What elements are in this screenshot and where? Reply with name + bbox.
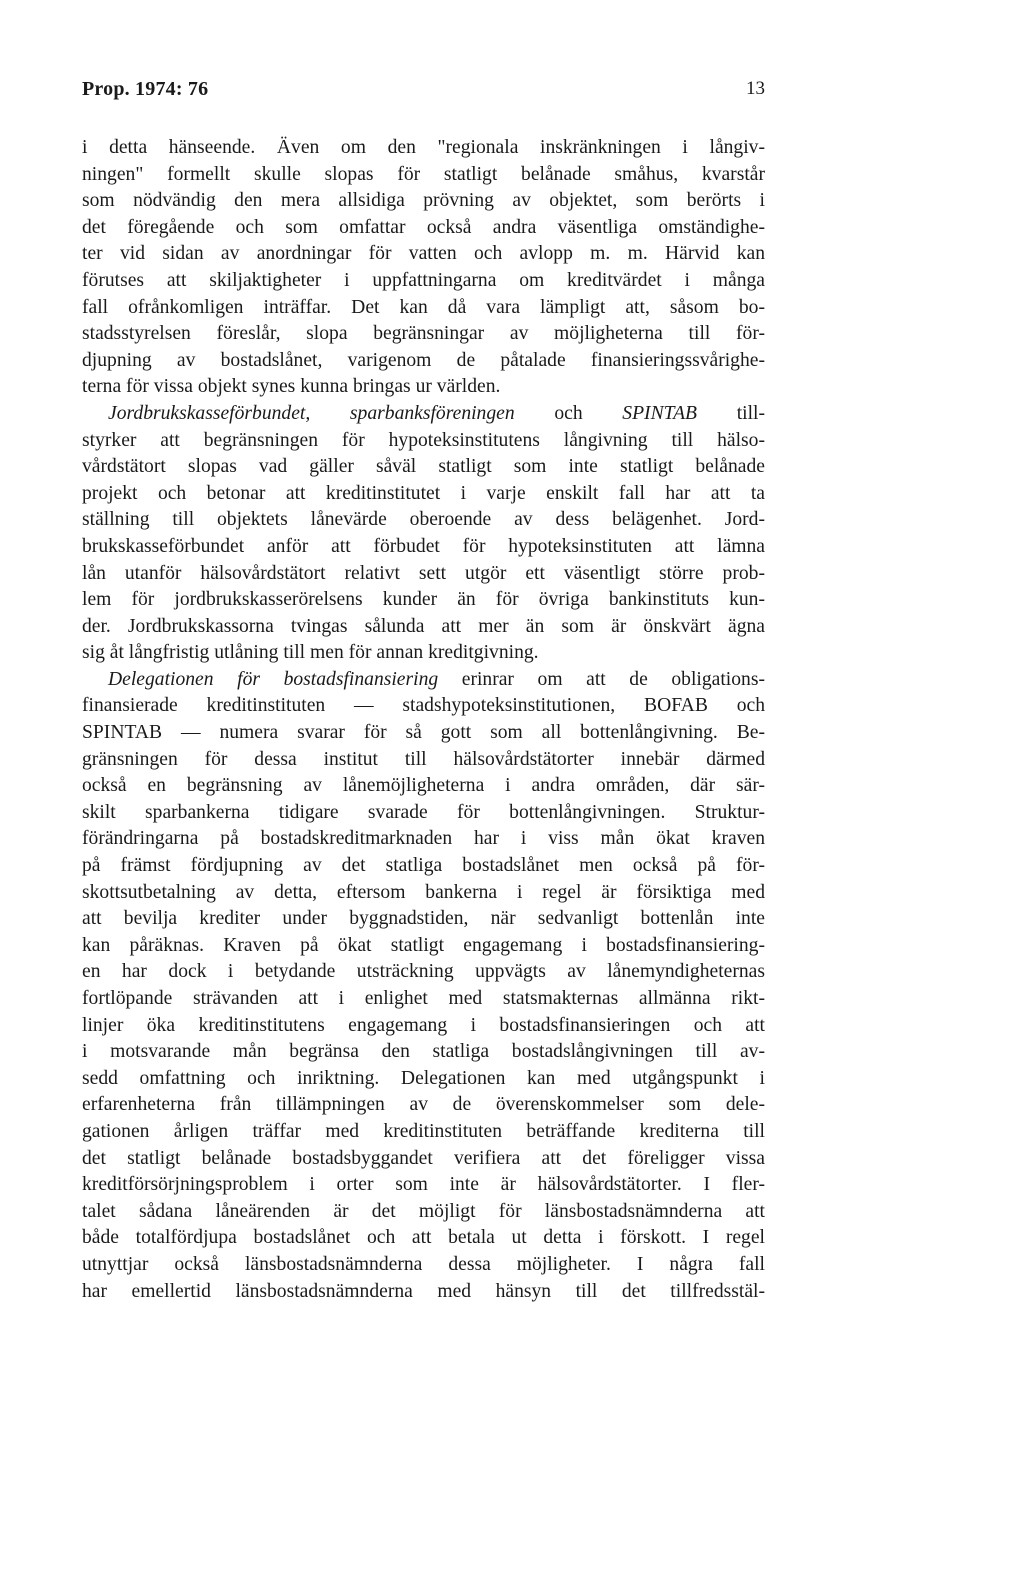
text-span: skilt sparbankerna tidigare svarade för bottenlångivningen. Struktur- (82, 801, 765, 823)
text-line (82, 268, 765, 295)
text-span: på främst fördjupning av det statliga bostadslånet men också på för- (82, 855, 765, 877)
text-span: terna för vissa objekt synes kunna bringas ur världen. (82, 376, 501, 398)
text-span: kreditförsörjningsproblem i orter som inte är hälsovårdstätorter. I fler- (82, 1174, 765, 1196)
text-line (82, 1172, 765, 1199)
text-line (82, 1279, 765, 1306)
text-span: lån utanför hälsovårdstätort relativt sett utgör ett väsentligt större prob- (82, 562, 765, 584)
text-span: SPINTAB — numera svarar för så gott som all bottenlångivning. Be- (82, 722, 765, 744)
text-line (82, 348, 765, 375)
text-line (82, 481, 765, 508)
text-span: till- (697, 402, 765, 424)
text-span: finansierade kreditinstituten — stadshypoteksinstitutionen, BOFAB och (82, 695, 765, 717)
text-line (82, 853, 765, 880)
text-line (82, 162, 765, 189)
text-span: ter vid sidan av anordningar för vatten och avlopp m. m. Härvid kan (82, 243, 765, 265)
organization-name: SPINTAB (622, 402, 698, 424)
text-line (82, 188, 765, 215)
page-number: 13 (746, 78, 765, 99)
text-span: utnyttjar också länsbostadsnämnderna dessa möjligheter. I några fall (82, 1253, 765, 1275)
text-line (82, 933, 765, 960)
text-line (82, 215, 765, 242)
text-line (82, 1199, 765, 1226)
text-line (82, 1252, 765, 1279)
text-span: det föregående och som omfattar också andra väsentliga omständighe- (82, 216, 765, 238)
text-span: erinrar om att de obligations- (438, 668, 765, 690)
text-span: erfarenheterna från tillämpningen av de överenskommelser som dele- (82, 1094, 765, 1116)
text-line (82, 1013, 765, 1040)
text-line (82, 241, 765, 268)
text-line (82, 747, 765, 774)
text-line (82, 959, 765, 986)
text-span: ställning till objektets lånevärde oberoende av dess belägenhet. Jord- (82, 509, 765, 531)
text-span: fortlöpande strävanden att i enlighet med statsmakternas allmänna rikt- (82, 988, 765, 1009)
text-line (82, 295, 765, 322)
text-line (82, 1119, 765, 1146)
text-line (82, 1146, 765, 1173)
text-span: projekt och betonar att kreditinstitutet i varje enskilt fall har att ta (82, 482, 765, 504)
text-span: gränsningen för dessa institut till hälsovårdstätorter innebär därmed (82, 748, 765, 770)
text-line (82, 454, 765, 481)
text-span: som nödvändig den mera allsidiga prövning av objektet, som berörts i (82, 190, 765, 212)
text-span: styrker att begränsningen för hypoteksinstitutens långivning till hälso- (82, 429, 765, 451)
text-span: det statligt belånade bostadsbyggandet verifiera att det föreligger vissa (82, 1147, 765, 1169)
text-span: stadsstyrelsen föreslår, slopa begränsningar av möjligheterna till för- (82, 323, 765, 345)
body-text (82, 135, 765, 1305)
text-span: djupning av bostadslånet, varigenom de påtalade finansieringssvårighe- (82, 349, 765, 371)
text-span: sig åt långfristig utlåning till men för annan kreditgivning. (82, 642, 539, 664)
text-line (82, 135, 765, 162)
text-line (82, 428, 765, 455)
text-span: kan påräknas. Kraven på ökat statligt engagemang i bostadsfinansiering- (82, 934, 765, 956)
text-span: gationen årligen träffar med kreditinstituten beträffande krediterna till (82, 1120, 765, 1142)
text-line (82, 1225, 765, 1252)
text-span: linjer öka kreditinstitutens engagemang i bostadsfinansieringen och att (82, 1014, 765, 1036)
text-line (82, 880, 765, 907)
text-line (82, 1066, 765, 1093)
text-span: både totalfördjupa bostadslånet och att betala ut detta i förskott. I regel (82, 1227, 765, 1249)
text-line (82, 640, 765, 667)
text-span: och (514, 402, 623, 424)
text-span: i motsvarande mån begränsa den statliga bostadslångivningen till av- (82, 1041, 765, 1063)
text-line (82, 986, 765, 1013)
text-span: har emellertid länsbostadsnämnderna med hänsyn till det tillfredsstäl- (82, 1280, 765, 1302)
text-line (82, 800, 765, 827)
paragraph-first-line (82, 667, 765, 694)
text-span: ningen" formellt skulle slopas för statligt belånade småhus, kvarstår (82, 163, 765, 185)
text-line (82, 693, 765, 720)
text-span: lem för jordbrukskasserörelsens kunder än för övriga bankinstituts kun- (82, 589, 765, 611)
text-span: talet sådana låneärenden är det möjligt för länsbostadsnämnderna att (82, 1200, 765, 1222)
document-reference: Prop. 1974: 76 (82, 78, 209, 100)
text-span: fall ofrånkomligen inträffar. Det kan då vara lämpligt att, såsom bo- (82, 296, 765, 318)
text-span: brukskasseförbundet anför att förbudet för hypoteksinstituten att lämna (82, 535, 765, 557)
text-span: förändringarna på bostadskreditmarknaden har i viss mån ökat kraven (82, 828, 765, 850)
paragraph-first-line (82, 401, 765, 428)
text-line (82, 561, 765, 588)
organization-name: Delegationen för bostadsfinansiering (108, 668, 439, 690)
text-span: sedd omfattning och inriktning. Delegationen kan med utgångspunkt i (82, 1067, 765, 1089)
organization-name: Jordbrukskasseförbundet, sparbanksföreningen (108, 402, 515, 424)
text-line (82, 587, 765, 614)
text-line (82, 720, 765, 747)
text-span: skottsutbetalning av detta, eftersom bankerna i regel är försiktiga med (82, 881, 765, 903)
text-line (82, 1092, 765, 1119)
text-span: vårdstätort slopas vad gäller såväl statligt som inte statligt belånade (82, 456, 765, 478)
text-line (82, 614, 765, 641)
text-span: att bevilja krediter under byggnadstiden, när sedvanligt bottenlån inte (82, 908, 765, 930)
text-span: der. Jordbrukskassorna tvingas sålunda att mer än som är önskvärt ägna (82, 615, 765, 637)
text-line (82, 374, 765, 401)
text-span: i detta hänseende. Även om den "regionala inskränkningen i långiv- (82, 137, 765, 158)
text-line (82, 826, 765, 853)
text-line (82, 321, 765, 348)
text-line (82, 906, 765, 933)
text-span: förutses att skiljaktigheter i uppfattningarna om kreditvärdet i många (82, 269, 765, 291)
text-line (82, 534, 765, 561)
text-line (82, 773, 765, 800)
text-span: en har dock i betydande utsträckning uppvägts av lånemyndigheternas (82, 961, 765, 983)
page-header (82, 78, 765, 104)
text-line (82, 1039, 765, 1066)
text-span: också en begränsning av lånemöjligheterna i andra områden, där sär- (82, 775, 765, 797)
text-line (82, 507, 765, 534)
